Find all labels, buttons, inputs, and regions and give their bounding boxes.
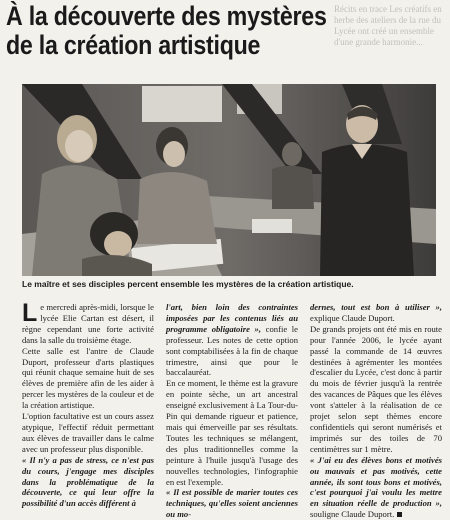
headline-line-2: de la création artistique — [6, 30, 261, 60]
article-column-3 — [310, 302, 442, 520]
paragraph: confie le professeur. Les notes de cette option sont comptabilisées à la fin de chaque trimestre, ainsi que pour le baccalauréat. — [166, 323, 298, 378]
quote: « Il n'y a pas de stress, ce n'est pas du cours, j'engage mes disciples dans la problématique de la découverte, ce qui leur offre la possibilité d'un accès différent à — [22, 454, 154, 509]
quote: « J'ai eu des élèves bons et motivés ou mauvais et pas motivés, cette année, ils sont tous bons et motivés, c'est pourquoi j'ai voulu les mettre en situation réelle de production », — [310, 454, 442, 509]
photo-caption: Le maître et ses disciples percent ensemble les mystères de la création artistique. — [22, 279, 354, 289]
paragraph: souligne Claude Duport. — [310, 509, 395, 520]
quote: « Il est possible de marier toutes ces techniques, qu'elles soient anciennes ou mo- — [166, 487, 298, 520]
quote: l'art, bien loin des contraintes imposées par les contenus liés au programme obligatoire », — [166, 302, 298, 334]
headline-line-1: À la découverte des mystères — [6, 1, 327, 31]
paragraph: L'option facultative est un cours assez atypique, l'effectif réduit permettant aux élèves de travailler dans le calme avec un professeur plus disponible. — [22, 411, 154, 454]
bleed-through-text: Récits en trace Les créatifs en herbe des ateliers de la rue du Lycée ont créé un ensemble d'une grande harmonie... — [334, 4, 442, 47]
article-column-2 — [166, 302, 298, 520]
article-column-1 — [22, 299, 154, 509]
dropcap: L — [22, 299, 38, 327]
paragraph: e mercredi après-midi, lorsque le lycée Elie Cartan est désert, il règne cependant une forte activité dans la salle du troisième étage. — [22, 302, 154, 345]
paragraph: En ce moment, le thème est la gravure en pointe sèche, un art ancestral enseigné exclusivement à La Tour-du-Pin qui demande rigueur et patience, mais qui émerveille par ses résultats. Toutes les techniques se mélangent, des plus traditionnelles comme la peinture à l'huile jusqu'à l'usage des nouvelles technologies, l'infographie en est l'exemple. — [166, 378, 298, 487]
paragraph: explique Claude Duport. — [310, 312, 395, 323]
paragraph: Cette salle est l'antre de Claude Duport, professeur d'arts plastiques qui réunit chaque semaine huit de ses élèves de première afin de les aider à percer les mystères de la couleur et de la création artistique. — [22, 345, 154, 411]
photo-illustration — [22, 84, 436, 276]
end-of-article-mark — [397, 512, 402, 517]
paragraph: De grands projets ont été mis en route pour l'année 2006, le lycée ayant passé la commande de 14 œuvres destinées à agrémenter les montées d'escalier du Lycée, c'est donc à partir du mois de février jusqu'à la rentrée des vacances de Pâques que les élèves vont s'atteler à la réalisation de ce projet selon sept thèmes encore confidentiels qui seront numérisés et imprimés sur des toiles de 70 centimètres sur 1 mètre. — [310, 323, 442, 454]
quote: dernes, tout est bon à utiliser », — [310, 302, 442, 312]
article-photo — [22, 84, 436, 276]
headline — [6, 2, 384, 60]
